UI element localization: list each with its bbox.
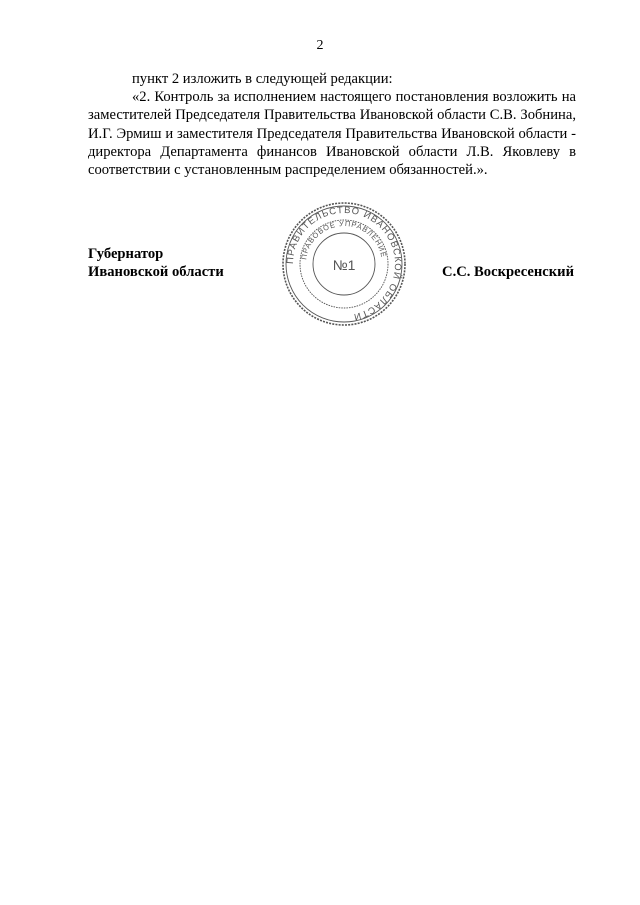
signatory-title-line1: Губернатор <box>88 246 164 262</box>
signatory-title <box>88 245 224 282</box>
signatory-name: С.С. Воскресенский <box>442 264 574 280</box>
intro-paragraph: пункт 2 изложить в следующей редакции: <box>132 71 393 87</box>
page-number: 2 <box>316 38 324 53</box>
seal-inner-text: ПРАВОВОЕ УПРАВЛЕНИЕ <box>299 218 389 261</box>
seal-outer-text: ПРАВИТЕЛЬСТВО ИВАНОВСКОЙ ОБЛАСТИ <box>283 203 405 324</box>
document-body <box>88 70 576 179</box>
main-paragraph: «2. Контроль за исполнением настоящего постановления возложить на заместителей Председателя Правительства Ивановской области С.В. Зобнина, И.Г. Эрмиш и заместителя Председателя Правительства Ивановской области - директора Департамента финансов Ивановской области Л.В. Яковлеву в соответствии с установленным распределением обязанностей.». <box>88 89 576 179</box>
signatory-title-line2: Ивановской области <box>88 264 224 281</box>
official-seal-stamp <box>280 200 408 328</box>
seal-number: №1 <box>332 257 356 273</box>
